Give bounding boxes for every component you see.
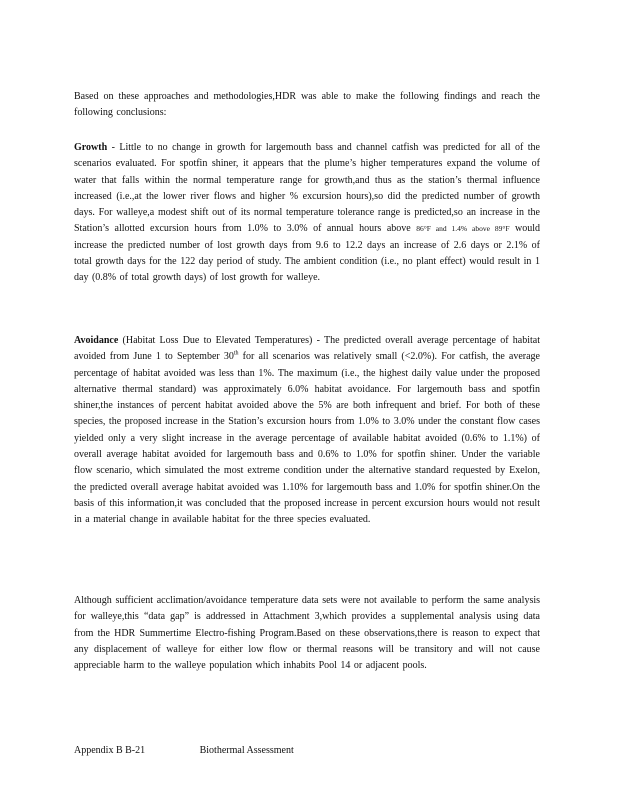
growth-paragraph xyxy=(74,140,540,287)
avoidance-ordinal-suffix: th xyxy=(233,350,239,357)
avoidance-text-2: for all scenarios was relatively small (<2.0%). For catfish, the average percentage of habitat avoided was less than 1%. The maximum (i.e., the highest daily value under the proposed alternative thermal standard) was approximately 6.0% habitat avoidance. For largemouth bass and spotfin shiner,the instances of percent habitat avoided above the 5% are both infrequent and brief. For both of these species, the proposed increase in the Station’s excursion hours from 1.0% to 3.0% under the constant flow cases yielded only a very slight increase in the average percentage of available habitat avoided (0.6% to 1.1%) of overall average habitat avoided for largemouth bass and 0.6% to 1.0% for spotfin shiner. Under the variable flow scenario, which simulated the most extreme condition under the alternative standard requested by Exelon, the predicted overall average habitat avoided was 1.10% for largemouth bass and 1.0% for spotfin shiner.On the basis of this information,it was concluded that the proposed increase in percent excursion hours would not result in a material change in available habitat for the three species evaluated. xyxy=(74,351,540,526)
footer-document-title: Biothermal Assessment xyxy=(199,745,294,756)
closing-paragraph: Although sufficient acclimation/avoidance temperature data sets were not available to perform the same analysis for walleye,this “data gap” is addressed in Attachment 3,which provides a supplemental analysis using data from the HDR Summertime Electro-fishing Program.Based on these observations,there is reason to expect that any displacement of walleye for either low flow or thermal reasons will be transitory and will not cause appreciable harm to the walleye population which inhabits Pool 14 or adjacent pools. xyxy=(74,595,540,672)
avoidance-term: Avoidance xyxy=(74,335,119,346)
avoidance-text-1: (Habitat Loss Due to Elevated Temperatures) - The predicted overall average percentage of habitat avoided from June 1 to September 30 xyxy=(74,335,540,363)
growth-temperature-note: 86°F and 1.4% above 89°F xyxy=(416,224,510,234)
intro-paragraph: Based on these approaches and methodologies,HDR was able to make the following findings and reach the following conclusions: xyxy=(74,91,540,119)
growth-term: Growth xyxy=(74,142,108,153)
footer-page-reference: Appendix B B-21 xyxy=(74,745,146,756)
growth-text-1: - Little to no change in growth for largemouth bass and channel catfish was predicted for all of the scenarios evaluated. For spotfin shiner, it appears that the plume’s higher temperatures expand the volume of water that falls within the normal temperature range for growth,and thus as the station’s thermal influence increased (i.e.,at the lower river flows and higher % excursion hours),so did the predicted number of growth days. For walleye,a modest shift out of its normal temperature tolerance range is predicted,so an increase in the Station’s allotted excursion hours from 1.0% to 3.0% of annual hours above xyxy=(74,142,540,235)
growth-text-2: would increase the predicted number of lost growth days from 9.6 to 12.2 days an increase of 2.6 days or 2.1% of total growth days for the 122 day period of study. The ambient condition (i.e., no plant effect) would result in 1 day (0.8% of total growth days) of lost growth for walleye. xyxy=(74,223,541,284)
avoidance-paragraph xyxy=(74,333,540,529)
page-footer xyxy=(74,745,294,756)
